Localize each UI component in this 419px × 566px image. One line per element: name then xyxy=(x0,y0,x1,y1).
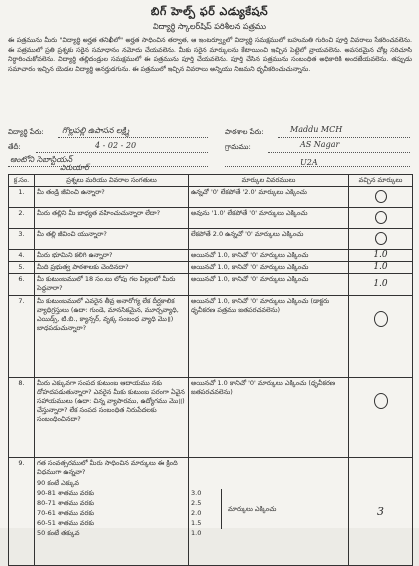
row-question: మీ కుటుంబములో ఎవరైన తీవ్ర అనారోగ్య లేక దీర్ఘకాలిక వ్యాధిగ్రస్తులు (ఉదా: గుండె, మానసికమైన, మూర్చవ్యాధి, ఎయిడ్స్, టి.బి., క్యాన్సర్, వృక్క సంబంధ వ్యాధి మొ॥) బాధపడుచున్నారా? xyxy=(35,296,189,378)
school-name-value: Maddu MCH xyxy=(290,125,343,134)
student-name-line xyxy=(58,137,208,138)
row-question: మీ తండ్రి జీవించి ఉన్నారా? xyxy=(35,187,189,208)
row-mark xyxy=(349,229,413,250)
row-mark: 3 xyxy=(349,458,413,566)
table-row xyxy=(9,296,413,378)
row-number: 3. xyxy=(9,229,35,250)
grade-band-label: 90-81 శాతము వరకు xyxy=(37,489,95,497)
table-header-row xyxy=(9,175,413,187)
scoring-table xyxy=(8,174,413,566)
signature-line-1 xyxy=(8,166,208,167)
row-question: మీ కుటుంబములో 18 సం.లు లోపు గల పిల్లలలో మీరు పెద్దవారా? xyxy=(35,274,189,296)
grade-bands xyxy=(37,479,186,539)
row-question-block xyxy=(35,458,189,566)
row-question: మీ తల్లి జీవించి యున్నారా? xyxy=(35,229,189,250)
row-marks-detail: అయినచో 1.0 కానిచో '0' మార్కులు ఎక్కించు (ధృవీకరణ జతపరచవలెను) xyxy=(189,378,349,458)
table-row xyxy=(9,250,413,262)
school-name-line xyxy=(278,137,410,138)
handwritten-name-2: ఎరుయార్ xyxy=(60,163,89,172)
date-line xyxy=(36,152,208,153)
row-mark: 1.0 xyxy=(349,250,413,262)
row-question: మీరు భూమిని కలిగి ఉన్నారా? xyxy=(35,250,189,262)
spacer xyxy=(191,459,346,489)
circled-mark-6 xyxy=(374,311,388,327)
table-row xyxy=(9,458,413,566)
row-mark: 1.0 xyxy=(349,274,413,296)
row-marks-detail: లేకపోతే 2.0 ఉన్నచో '0' మార్కులు ఎక్కించు xyxy=(189,229,349,250)
header-marks-detail: మార్కుల వివరములు xyxy=(189,175,349,187)
circled-mark-1 xyxy=(375,211,387,224)
place-line xyxy=(268,152,410,153)
student-name-value: గొల్లపల్లి ఉపాసన లక్ష్మి xyxy=(62,126,130,135)
row-mark xyxy=(349,378,413,458)
instructions-paragraph: ఈ పత్రమును మీరు "విద్యార్థి అర్హత తనిఖీలో" అర్హత సాధించిన తర్వాత, ఆ ఇంటర్వ్యూలో విద్యార్థి సమక్షములో బహుమతి గురించి పూర్తి వివరాలు సేకరించవలెను. ఈ పత్రములో ప్రతి ప్రశ్నకు సరైన సమాధానం నమోదు చేయవలెను. మీకు సరైన మార్కులను కేటాయించి ఇచ్చిన పెట్టెలో వ్రాయవలెను. అవసరమైన చోట్ల సరిచూసి నిర్ధారించుకోవలెను. విద్యార్థి తల్లిదండ్రుల సమక్షములో ఈ పత్రమును పూర్తి చేయవలెను. పూర్తి చేసిన పత్రమును సంబంధిత అధికారికి అందజేయవలెను. తప్పుడు సమాచారం ఇచ్చిన యెడల విద్యార్థి అనర్హుడగును. ఈ పత్రములో ఇచ్చిన వివరాలు అన్నియు నిజమని ధృవీకరించుచున్నాను. xyxy=(8,36,412,73)
row-number: 2. xyxy=(9,208,35,229)
row-number: 5. xyxy=(9,262,35,274)
school-name-label: పాఠశాల పేరు: xyxy=(225,128,264,136)
form-subtitle: విద్యార్థి స్కాలర్‌షిప్ పరిశీలన పత్రము xyxy=(152,22,267,31)
table-row xyxy=(9,274,413,296)
table-row xyxy=(9,208,413,229)
handwritten-name-1: ఆంటోని సెబాస్టియన్ xyxy=(10,155,73,164)
date-value: 4 - 02 - 20 xyxy=(95,141,137,150)
table-row xyxy=(9,262,413,274)
row-number: 4. xyxy=(9,250,35,262)
row-mark xyxy=(349,208,413,229)
grade-band-label: 50 కంటే తక్కువ xyxy=(37,529,80,537)
grade-value: 2.0 xyxy=(191,509,202,517)
grade-band-label: 70-61 శాతము వరకు xyxy=(37,509,95,517)
row-question: మీరు ఎక్కువగా సంపద కుటుంబ ఆదాయము నకు దోహదపడుతున్నారా? ఎవరైన మీకు కుటుంబ పరంగా ఏవైన సహాయములు (ఉదా: చిన్న వ్యాపారము, ఉద్యోగము మొ॥) చేస్తున్నారా? లేక సంపద సంబంధిత నిరుపేదలకు సంబంధించినదా? xyxy=(35,378,189,458)
table-row xyxy=(9,378,413,458)
date-label: తేదీ: xyxy=(8,143,21,151)
header-marks-given: వచ్చిన మార్కులు xyxy=(349,175,413,187)
row-marks-detail: ఉన్నచో '0' లేకపోతే '2.0' మార్కులు ఎక్కించు xyxy=(189,187,349,208)
row-question: మీది ప్రభుత్వ పాఠశాలకు చెందినదా? xyxy=(35,262,189,274)
student-name-label: విద్యార్థి పేరు: xyxy=(8,128,44,136)
row-mark xyxy=(349,296,413,378)
grade-band-label: 80-71 శాతము వరకు xyxy=(37,499,95,507)
row-marks-detail: అయినచో 1.0, కానిచో '0' మార్కులు ఎక్కించు xyxy=(189,274,349,296)
circled-mark-7 xyxy=(374,393,388,409)
row-number: 9. xyxy=(9,458,35,566)
row-number: 6. xyxy=(9,274,35,296)
header-question: ప్రశ్నలు మరియు వివరాల సంగతులు xyxy=(35,175,189,187)
circled-mark-0 xyxy=(375,190,387,203)
grade-value: 3.0 xyxy=(191,489,202,497)
grade-value: 2.5 xyxy=(191,499,202,507)
grade-values-block xyxy=(191,489,346,539)
grade-band-label: 60-51 శాతము వరకు xyxy=(37,519,95,527)
place-label: గ్రామము: xyxy=(225,143,251,151)
grade-note: మార్కులు ఎక్కించు xyxy=(228,505,277,513)
table-row xyxy=(9,229,413,250)
grade-band-label: 90 కంటే ఎక్కువ xyxy=(37,479,80,487)
row-mark: 1.0 xyxy=(349,262,413,274)
row-mark xyxy=(349,187,413,208)
place-value: AS Nagar xyxy=(300,140,340,149)
row-number: 7. xyxy=(9,296,35,378)
row-question: గత సంవత్సరములో మీరు సాధించిన మార్కులు ఈ క్రింది విధముగా ఉన్నవా? xyxy=(37,459,178,476)
grade-value: 1.5 xyxy=(191,519,202,527)
form-title: బిగ్ హెల్ప్ ఫర్ ఎడ్యుకేషన్ xyxy=(150,5,269,18)
row-number: 1. xyxy=(9,187,35,208)
row-marks-detail: అయినచో 1.0, కానిచో '0' మార్కులు ఎక్కించు xyxy=(189,262,349,274)
grade-values xyxy=(191,489,215,539)
row-marks-detail: అయినచో 1.0, కానిచో '0' మార్కులు ఎక్కించు xyxy=(189,250,349,262)
circled-mark-2 xyxy=(375,232,387,245)
row-number: 8. xyxy=(9,378,35,458)
header-serial-no: క్ర.సం. xyxy=(9,175,35,187)
row-marks-detail xyxy=(189,458,349,566)
table-row xyxy=(9,187,413,208)
row-question: మీరు తల్లిని మీ బాధ్యత వహించుచున్నారా లేదా? xyxy=(35,208,189,229)
class-value: U2A xyxy=(300,158,318,167)
row-marks-detail: అవును '1.0' లేకపోతే '0' మార్కులు ఎక్కించు xyxy=(189,208,349,229)
grade-value: 1.0 xyxy=(191,529,202,537)
row-marks-detail: అయినచో 1.0, కానిచో '0' మార్కులు ఎక్కించు (డాక్టరు ధృవీకరణ పత్రము జతపరచవలెను) xyxy=(189,296,349,378)
